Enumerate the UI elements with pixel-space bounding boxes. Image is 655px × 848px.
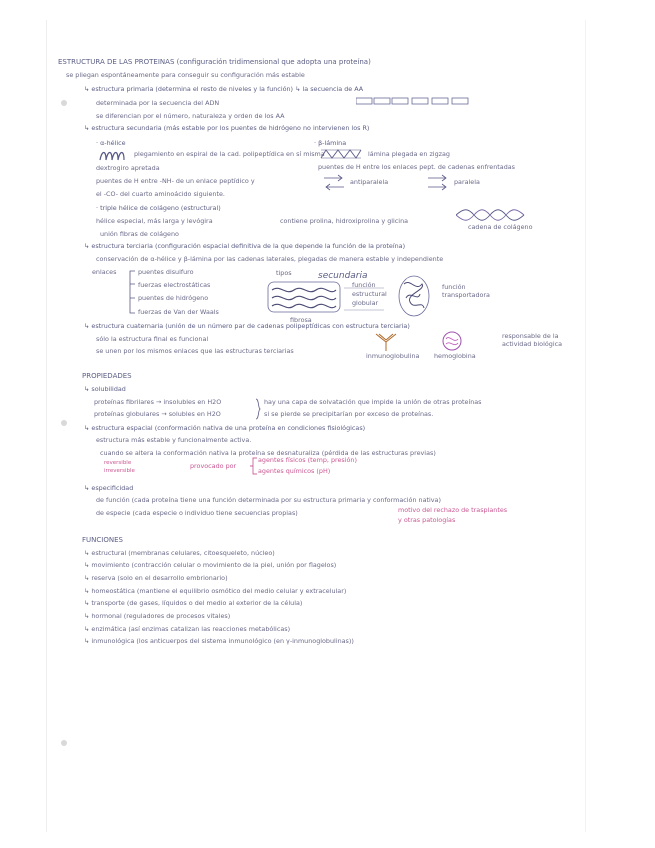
- note-rechazo: motivo del rechazo de trasplantes: [398, 506, 508, 514]
- bracket-icon: [250, 457, 258, 475]
- enlace-item: puentes disulfuro: [138, 268, 194, 276]
- note-line: plegamiento en espiral de la cad. polipeptídica en sí misma: [134, 150, 325, 158]
- label-antiparalela: antiparalela: [350, 178, 389, 186]
- funcion-item: ↳ reserva (solo en el desarrollo embrionario): [84, 574, 228, 582]
- note-line: se unen por los mismos enlaces que las estructuras terciarias: [96, 347, 294, 355]
- label-tipos: tipos: [276, 269, 292, 277]
- note-line: contiene prolina, hidroxiprolina y glicina: [280, 217, 409, 225]
- note-alfa: · α-hélice: [96, 139, 126, 147]
- beta-sheet-sketch: [320, 148, 362, 160]
- label-agentes-fisicos: agentes físicos (temp, presión): [258, 456, 357, 464]
- label-inmunoglobulina: inmunoglobulina: [366, 352, 420, 360]
- note-colageno: · triple hélice de colágeno (estructural): [96, 204, 221, 212]
- note-solubilidad: ↳ solubilidad: [84, 385, 126, 393]
- note-line: proteínas globulares → solubles en H2O: [94, 410, 221, 418]
- punch-hole: [61, 100, 67, 106]
- note-especificidad: ↳ especificidad: [84, 484, 134, 492]
- note-terciaria: ↳ estructura terciaria (configuración espacial definitiva de la que depende la función de la proteína): [84, 242, 406, 250]
- hemoglobin-sketch: [440, 330, 464, 352]
- label-irreversible: irreversible: [104, 468, 135, 474]
- note-line: se pliegan espontáneamente para conseguir su configuración más estable: [66, 71, 305, 79]
- note-line: se diferencian por el número, naturaleza y orden de los AA: [96, 112, 285, 120]
- note-line: unión fibras de colágeno: [100, 230, 179, 238]
- enlace-item: puentes de hidrógeno: [138, 294, 209, 302]
- note-line: responsable de la actividad biológica: [502, 332, 563, 348]
- funcion-item: ↳ homeostática (mantiene el equilibrio osmótico del medio celular y extracelular): [84, 587, 347, 595]
- note-line: proteínas fibrilares → insolubles en H2O: [94, 398, 222, 406]
- parallel-arrows-icon: [426, 174, 450, 192]
- note-patologias: y otras patologías: [398, 516, 456, 524]
- globular-protein-sketch: [396, 272, 432, 322]
- label-agentes-quimicos: agentes químicos (pH): [258, 467, 331, 475]
- note-line: cuando se altera la conformación nativa la proteína se desnaturaliza (pérdida de las estructuras previas): [100, 449, 436, 457]
- note-line: puentes de H entre los enlaces pept. de cadenas enfrentadas: [318, 163, 516, 171]
- note-line: si se pierde se precipitarían por exceso de proteínas.: [264, 410, 434, 418]
- funcion-item: ↳ estructural (membranas celulares, citoesqueleto, núcleo): [84, 549, 275, 557]
- note-line: sólo la estructura final es funcional: [96, 335, 209, 343]
- funcion-item: ↳ hormonal (reguladores de procesos vitales): [84, 612, 231, 620]
- section-propiedades: PROPIEDADES: [82, 372, 132, 380]
- note-line: de especie (cada especie o individuo tiene secuencias propias): [96, 509, 298, 517]
- note-secundaria: ↳ estructura secundaria (más estable por los puentes de hidrógeno no intervienen los R): [84, 124, 370, 132]
- label-paralela: paralela: [454, 178, 480, 186]
- alpha-helix-sketch: [98, 150, 130, 162]
- enlace-item: fuerzas electrostáticas: [138, 281, 211, 289]
- note-line: de función (cada proteína tiene una función determinada por su estructura primaria y conformación nativa): [96, 496, 441, 504]
- label-estructural: estructural: [352, 290, 387, 298]
- label-reversible: reversible: [104, 460, 132, 466]
- funcion-item: ↳ inmunológica (los anticuerpos del sistema inmunológico (en γ-inmunoglobulinas)): [84, 637, 354, 645]
- funcion-item: ↳ enzimática (así enzimas catalizan las reacciones metabólicas): [84, 625, 291, 633]
- funcion-item: ↳ movimiento (contracción celular o movimiento de la piel, unión por flagelos): [84, 561, 337, 569]
- label-enlaces: enlaces: [92, 268, 117, 276]
- note-line: lámina plegada en zigzag: [368, 150, 450, 158]
- aa-sequence-sketch: [356, 97, 476, 106]
- antiparallel-arrows-icon: [322, 174, 346, 192]
- funcion-item: ↳ transporte (de gases, líquidos o del medio al exterior de la célula): [84, 599, 303, 607]
- note-cuaternaria: ↳ estructura cuaternaria (unión de un número par de cadenas polipeptídicas con estructura terciaria): [84, 322, 410, 330]
- label-hemoglobina: hemoglobina: [434, 352, 476, 360]
- brace-icon: [255, 398, 261, 420]
- page-title: ESTRUCTURA DE LAS PROTEINAS (configuración tridimensional que adopta una proteína): [58, 58, 371, 66]
- note-line: puentes de H entre -NH- de un enlace peptídico y: [96, 177, 255, 185]
- bracket-icon: [128, 270, 136, 314]
- punch-hole: [61, 740, 67, 746]
- note-line: estructura más estable y funcionalmente activa.: [96, 436, 252, 444]
- immunoglobulin-y-sketch: [374, 332, 398, 352]
- punch-hole: [61, 420, 67, 426]
- note-line: dextrogiro apretada: [96, 164, 160, 172]
- note-primaria: ↳ estructura primaria (determina el resto de niveles y la función) ↳ la secuencia de AA: [84, 85, 364, 93]
- label-globular: globular: [352, 299, 379, 307]
- collagen-triple-helix-sketch: [456, 208, 526, 222]
- note-line: hélice especial, más larga y levógira: [96, 217, 213, 225]
- label-fibrosa: fibrosa: [290, 316, 312, 324]
- label-secundaria: secundaria: [318, 271, 368, 281]
- note-estructura-espacial: ↳ estructura espacial (conformación nativa de una proteína en condiciones fisiológicas): [84, 424, 366, 432]
- label-transportadora: función transportadora: [442, 283, 490, 299]
- note-line: determinada por la secuencia del ADN: [96, 99, 220, 107]
- note-line: el -CO- del cuarto aminoácido siguiente.: [96, 190, 225, 198]
- section-funciones: FUNCIONES: [82, 536, 123, 544]
- note-beta: · β-lámina: [314, 139, 347, 147]
- note-line: hay una capa de solvatación que impide la unión de otras proteínas: [264, 398, 482, 406]
- label-cadena-colageno: cadena de colágeno: [468, 223, 533, 231]
- note-line: conservación de α-hélice y β-lámina por las cadenas laterales, plegadas de manera estable y independiente: [96, 255, 444, 263]
- label-provocado: provocado por: [190, 462, 237, 470]
- enlace-item: fuerzas de Van der Waals: [138, 308, 219, 316]
- label-funcion: función: [352, 281, 376, 289]
